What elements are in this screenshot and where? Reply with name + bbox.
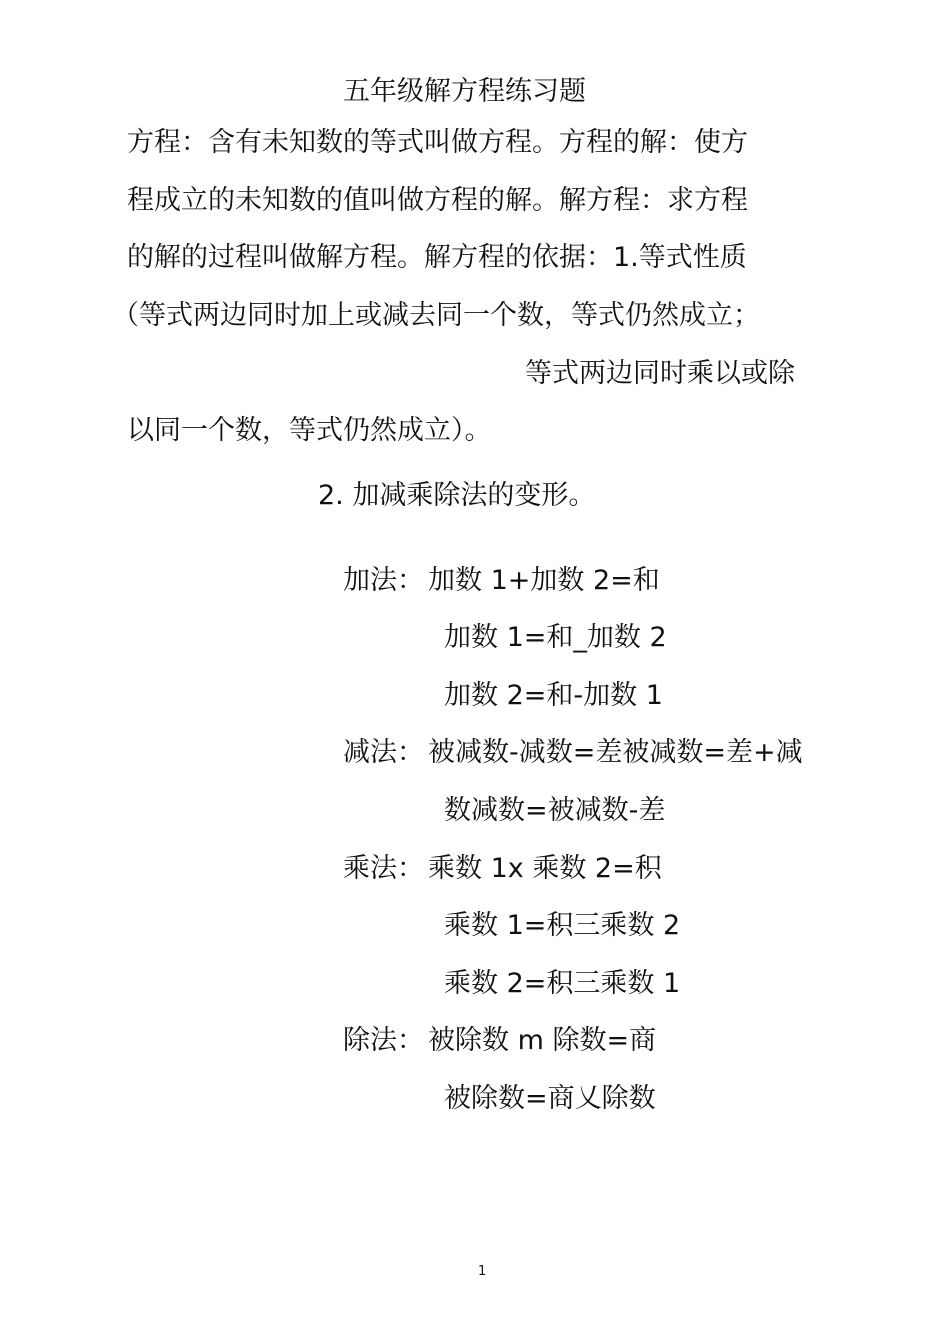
division-rule: 被除数 m 除数=商: [428, 1025, 657, 1056]
subtraction-rule: 数减数=被减数-差: [444, 795, 666, 826]
addition-rule: 加数 1+加数 2=和: [428, 565, 660, 596]
page-number: 1: [478, 1264, 487, 1279]
multiplication-rule: 乘数 2=积三乘数 1: [444, 968, 681, 999]
multiplication-label: 乘法：: [343, 853, 424, 884]
subtraction-label: 减法：: [343, 737, 424, 768]
division-rule: 被除数=商乂除数: [444, 1083, 656, 1114]
addition-rule: 加数 2=和-加数 1: [444, 680, 663, 711]
addition-label: 加法：: [343, 565, 424, 596]
paragraph-line: 等式两边同时乘以或除: [525, 358, 795, 389]
paragraph-line: 以同一个数，等式仍然成立）。: [127, 415, 492, 446]
page-title: 五年级解方程练习题: [343, 76, 586, 107]
section-heading: 2. 加减乘除法的变形。: [318, 480, 596, 511]
addition-rule: 加数 1=和_加数 2: [444, 622, 667, 653]
multiplication-rule: 乘数 1x 乘数 2=积: [428, 853, 662, 884]
division-label: 除法：: [343, 1025, 424, 1056]
subtraction-rule: 被减数-减数=差被减数=差+减: [428, 737, 803, 768]
paragraph-line: 的解的过程叫做解方程。解方程的依据：1.等式性质: [127, 242, 747, 273]
paragraph-line: 程成立的未知数的值叫做方程的解。解方程：求方程: [127, 185, 748, 216]
multiplication-rule: 乘数 1=积三乘数 2: [444, 910, 681, 941]
paragraph-line: 方程：含有未知数的等式叫做方程。方程的解：使方: [127, 127, 748, 158]
paragraph-line: （等式两边同时加上或减去同一个数，等式仍然成立；: [112, 300, 760, 331]
